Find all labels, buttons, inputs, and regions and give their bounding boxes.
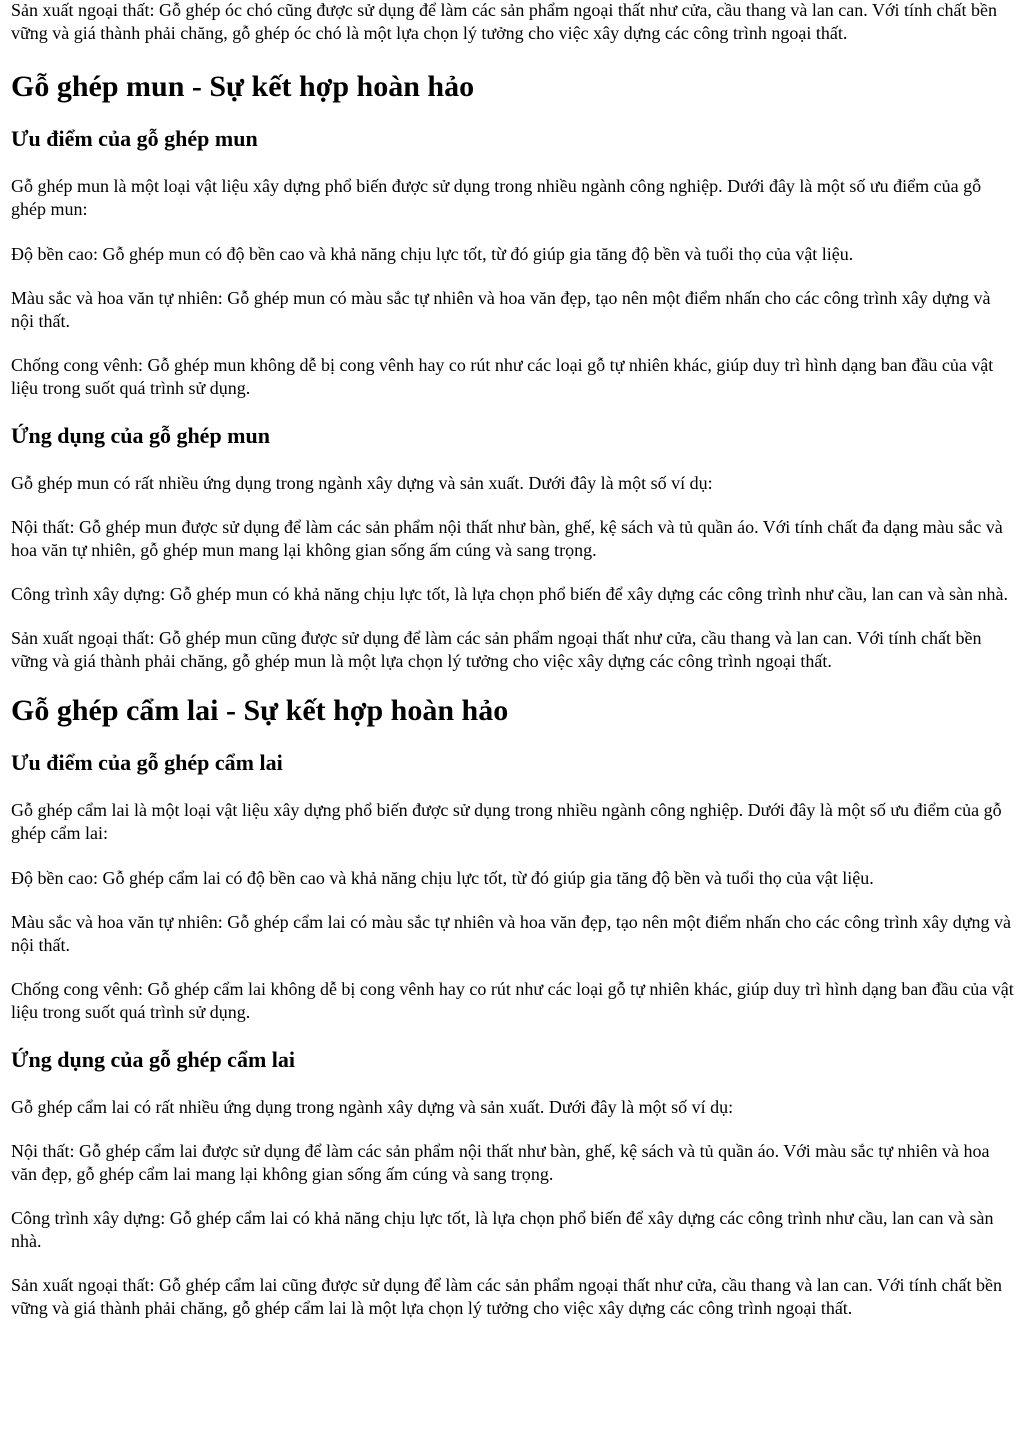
advantages-intro: Gỗ ghép cẩm lai là một loại vật liệu xây dựng phổ biến được sử dụng trong nhiều ngành công nghiệp. Dưới đây là một số ưu điểm của gỗ ghép cẩm lai:: [11, 800, 1002, 843]
section-title: Gỗ ghép cẩm lai - Sự kết hợp hoàn hảo: [11, 694, 509, 727]
advantage-item: Độ bền cao: Gỗ ghép mun có độ bền cao và khả năng chịu lực tốt, từ đó giúp gia tăng độ bền và tuổi thọ của vật liệu.: [11, 244, 854, 264]
applications-heading: Ứng dụng của gỗ ghép cẩm lai: [11, 1047, 296, 1072]
advantage-item: Chống cong vênh: Gỗ ghép mun không dễ bị cong vênh hay co rút như các loại gỗ tự nhiên khác, giúp duy trì hình dạng ban đầu của vật liệu trong suốt quá trình sử dụng.: [11, 355, 994, 398]
application-item: Nội thất: Gỗ ghép mun được sử dụng để làm các sản phẩm nội thất như bàn, ghế, kệ sách và tủ quần áo. Với tính chất đa dạng màu sắc và hoa văn tự nhiên, gỗ ghép mun mang lại không gian sống ấm cúng và sang trọng.: [11, 517, 1003, 560]
advantage-item: Màu sắc và hoa văn tự nhiên: Gỗ ghép cẩm lai có màu sắc tự nhiên và hoa văn đẹp, tạo nên một điểm nhấn cho các công trình xây dựng và nội thất.: [11, 912, 1011, 955]
intro-paragraph: Sản xuất ngoại thất: Gỗ ghép óc chó cũng được sử dụng để làm các sản phẩm ngoại thất như cửa, cầu thang và lan can. Với tính chất bền vững và giá thành phải chăng, gỗ ghép óc chó là một lựa chọn lý tưởng cho việc xây dựng các công trình ngoại thất.: [11, 0, 997, 43]
section-go-ghep-cam-lai: [11, 693, 1014, 1320]
advantages-intro: Gỗ ghép mun là một loại vật liệu xây dựng phổ biến được sử dụng trong nhiều ngành công nghiệp. Dưới đây là một số ưu điểm của gỗ ghép mun:: [11, 176, 982, 219]
application-item: Công trình xây dựng: Gỗ ghép cẩm lai có khả năng chịu lực tốt, là lựa chọn phổ biến để xây dựng các công trình như cầu, lan can và sàn nhà.: [11, 1208, 994, 1251]
application-item: Sản xuất ngoại thất: Gỗ ghép cẩm lai cũng được sử dụng để làm các sản phẩm ngoại thất như cửa, cầu thang và lan can. Với tính chất bền vững và giá thành phải chăng, gỗ ghép cẩm lai là một lựa chọn lý tưởng cho việc xây dựng các công trình ngoại thất.: [11, 1275, 1002, 1318]
advantages-heading: Ưu điểm của gỗ ghép cẩm lai: [11, 750, 283, 775]
section-go-ghep-mun: [11, 69, 1014, 673]
applications-heading: Ứng dụng của gỗ ghép mun: [11, 423, 270, 448]
advantages-heading: Ưu điểm của gỗ ghép mun: [11, 126, 258, 151]
application-item: Công trình xây dựng: Gỗ ghép mun có khả năng chịu lực tốt, là lựa chọn phổ biến để xây dựng các công trình như cầu, lan can và sàn nhà.: [11, 584, 1009, 604]
applications-intro: Gỗ ghép cẩm lai có rất nhiều ứng dụng trong ngành xây dựng và sản xuất. Dưới đây là một số ví dụ:: [11, 1097, 734, 1117]
advantage-item: Độ bền cao: Gỗ ghép cẩm lai có độ bền cao và khả năng chịu lực tốt, từ đó giúp gia tăng độ bền và tuổi thọ của vật liệu.: [11, 868, 874, 888]
article-body: [11, 0, 1014, 1320]
applications-intro: Gỗ ghép mun có rất nhiều ứng dụng trong ngành xây dựng và sản xuất. Dưới đây là một số ví dụ:: [11, 473, 713, 493]
advantage-item: Chống cong vênh: Gỗ ghép cẩm lai không dễ bị cong vênh hay co rút như các loại gỗ tự nhiên khác, giúp duy trì hình dạng ban đầu của vật liệu trong suốt quá trình sử dụng.: [11, 979, 1014, 1022]
application-item: Sản xuất ngoại thất: Gỗ ghép mun cũng được sử dụng để làm các sản phẩm ngoại thất như cửa, cầu thang và lan can. Với tính chất bền vững và giá thành phải chăng, gỗ ghép mun là một lựa chọn lý tưởng cho việc xây dựng các công trình ngoại thất.: [11, 628, 982, 671]
advantage-item: Màu sắc và hoa văn tự nhiên: Gỗ ghép mun có màu sắc tự nhiên và hoa văn đẹp, tạo nên một điểm nhấn cho các công trình xây dựng và nội thất.: [11, 288, 991, 331]
application-item: Nội thất: Gỗ ghép cẩm lai được sử dụng để làm các sản phẩm nội thất như bàn, ghế, kệ sách và tủ quần áo. Với màu sắc tự nhiên và hoa văn đẹp, gỗ ghép cẩm lai mang lại không gian sống ấm cúng và sang trọng.: [11, 1141, 990, 1184]
section-title: Gỗ ghép mun - Sự kết hợp hoàn hảo: [11, 70, 475, 103]
